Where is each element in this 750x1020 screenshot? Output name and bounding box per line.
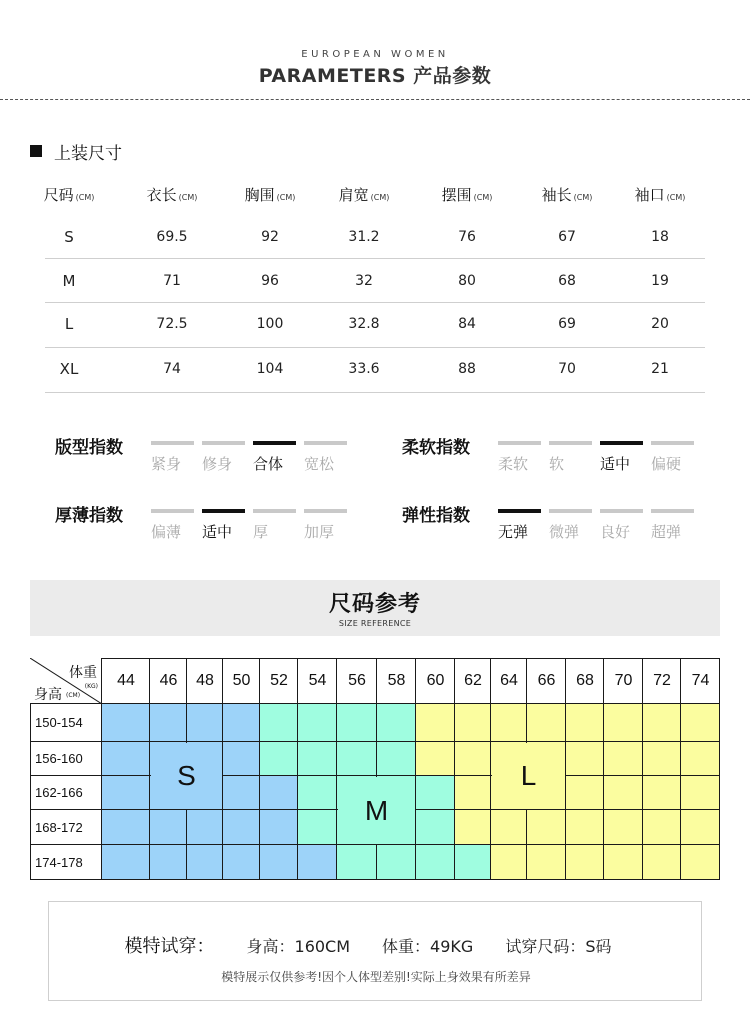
zone-cell-l — [643, 776, 681, 810]
header-subtitle: EUROPEAN WOMEN — [301, 49, 449, 60]
measure-cell: 68 — [558, 273, 576, 289]
index-label: 厚薄指数 — [55, 506, 123, 526]
weight-label: 62 — [464, 672, 482, 689]
zone-cell-l — [455, 704, 491, 742]
column-unit: (CM) — [573, 193, 593, 202]
zone-cell-s — [102, 845, 150, 880]
zone-cell-s — [298, 845, 337, 880]
column-unit: (CM) — [276, 193, 296, 202]
row-divider — [45, 347, 705, 348]
index-option — [651, 441, 695, 474]
zone-cell-s — [260, 845, 298, 880]
index-bar — [651, 509, 694, 513]
model-height: 身高：160CM — [246, 937, 351, 956]
zone-label-s: S — [177, 760, 196, 791]
index-bar — [202, 441, 245, 445]
index-option-label: 良好 — [600, 523, 631, 541]
zone-cell-s — [260, 776, 298, 810]
zone-cell-m — [377, 845, 416, 880]
measure-cell: 70 — [558, 361, 576, 377]
table-row — [20, 302, 720, 346]
zone-cell-m — [455, 845, 491, 880]
index-option-label: 无弹 — [498, 523, 529, 541]
index-bar — [253, 509, 296, 513]
index-option-label: 修身 — [202, 455, 233, 473]
measure-cell: 71 — [163, 273, 181, 289]
column-name: 袖口 — [634, 186, 665, 204]
measure-cell: 100 — [256, 316, 284, 332]
measure-cell: 74 — [163, 361, 181, 377]
zone-cell-l — [681, 704, 720, 742]
zone-cell-l — [491, 704, 527, 742]
measure-cell: 18 — [651, 229, 669, 245]
model-info-line — [49, 932, 703, 958]
measure-cell: 76 — [458, 229, 476, 245]
index-bar — [549, 509, 592, 513]
zone-cell-s — [223, 704, 260, 742]
size-table-header — [20, 184, 720, 208]
column-header — [339, 184, 390, 205]
height-label: 168-172 — [35, 820, 83, 835]
height-label: 150-154 — [35, 715, 83, 730]
column-name: 胸围 — [244, 186, 275, 204]
model-size: 试穿尺码：S码 — [505, 937, 612, 956]
measure-cell: 67 — [558, 229, 576, 245]
weight-label: 44 — [117, 672, 135, 689]
zone-cell-l — [527, 704, 566, 742]
index-option — [202, 441, 246, 474]
zone-cell-l — [566, 845, 604, 880]
row-divider — [45, 258, 705, 259]
zone-cell-s — [150, 845, 187, 880]
zone-cell-m — [298, 742, 337, 776]
measure-cell: 69 — [558, 316, 576, 332]
zone-cell-s — [102, 704, 150, 742]
zone-cell-l — [455, 776, 491, 810]
index-option-label: 偏薄 — [151, 523, 182, 541]
column-name: 衣长 — [146, 186, 177, 204]
table-row — [20, 259, 720, 303]
zone-cell-l — [527, 845, 566, 880]
zone-cell-m — [377, 704, 416, 742]
zone-cell-l — [455, 810, 491, 845]
zone-cell-l — [643, 742, 681, 776]
row-divider — [45, 302, 705, 303]
index-option-label: 适中 — [202, 523, 233, 541]
zone-cell-m — [260, 742, 298, 776]
zone-cell-m — [298, 776, 337, 810]
table-row — [20, 215, 720, 259]
index-option-label: 宽松 — [304, 455, 335, 473]
index-option — [498, 509, 542, 542]
zone-cell-m — [260, 704, 298, 742]
measure-cell: 32.8 — [348, 316, 380, 332]
index-option — [151, 509, 195, 542]
size-reference-banner — [30, 580, 720, 636]
column-header — [542, 184, 593, 205]
measure-cell: 19 — [651, 273, 669, 289]
zone-cell-l — [643, 704, 681, 742]
measure-cell: 31.2 — [348, 229, 380, 245]
zone-cell-l — [681, 776, 720, 810]
measure-cell: 84 — [458, 316, 476, 332]
column-unit: (CM) — [370, 193, 390, 202]
zone-cell-l — [643, 845, 681, 880]
zone-cell-s — [102, 742, 150, 776]
column-unit: (CM) — [473, 193, 493, 202]
index-label: 弹性指数 — [402, 506, 470, 526]
index-option — [151, 441, 195, 474]
weight-label: 68 — [576, 672, 594, 689]
zone-cell-l — [455, 742, 491, 776]
weight-label: 66 — [537, 672, 556, 689]
index-bar — [304, 509, 347, 513]
zone-cell-l — [566, 776, 604, 810]
zone-cell-l — [643, 810, 681, 845]
chart-corner-header — [30, 658, 102, 704]
zone-cell-l — [491, 810, 527, 845]
index-bar — [549, 441, 592, 445]
weight-label: 58 — [387, 672, 406, 689]
index-bar-selected — [202, 509, 245, 513]
zone-cell-l — [416, 742, 455, 776]
table-row — [20, 347, 720, 391]
measure-cell: 88 — [458, 361, 476, 377]
index-option — [253, 441, 297, 474]
index-bar — [498, 441, 541, 445]
size-cell: S — [64, 228, 74, 246]
height-label: 174-178 — [35, 855, 83, 870]
index-bar — [151, 509, 194, 513]
index-option-label: 偏硬 — [651, 455, 682, 473]
row-divider — [45, 392, 705, 393]
index-option-label: 紧身 — [151, 455, 182, 473]
column-unit: (CM) — [178, 193, 198, 202]
index-option-label: 厚 — [253, 523, 269, 541]
corner-weight-label: 体重 — [69, 665, 97, 681]
measure-cell: 33.6 — [348, 361, 380, 377]
model-weight: 体重：49KG — [382, 937, 474, 956]
index-bar-selected — [498, 509, 541, 513]
weight-label: 70 — [614, 672, 633, 689]
column-header — [442, 184, 493, 205]
zone-cell-s — [187, 810, 223, 845]
weight-label: 64 — [500, 672, 518, 689]
weight-label: 54 — [308, 672, 327, 689]
zone-cell-s — [223, 810, 260, 845]
zone-cell-m — [337, 845, 377, 880]
index-bar — [304, 441, 347, 445]
model-fitting-box — [48, 901, 702, 1001]
index-option-label: 加厚 — [304, 523, 335, 541]
corner-height-label: 身高 — [34, 687, 62, 703]
weight-label: 60 — [426, 672, 445, 689]
zone-label-l: L — [520, 760, 537, 791]
zone-cell-s — [223, 742, 260, 776]
zone-cell-s — [102, 810, 150, 845]
zone-cell-m — [416, 776, 455, 810]
column-name: 摆围 — [441, 186, 472, 204]
zone-label-m: M — [364, 794, 389, 826]
zone-cell-l — [491, 845, 527, 880]
index-option-label: 软 — [549, 455, 565, 473]
zone-cell-l — [681, 845, 720, 880]
index-option — [253, 509, 297, 542]
column-header — [44, 184, 95, 205]
zone-cell-l — [566, 810, 604, 845]
index-option — [304, 441, 348, 474]
column-header — [147, 184, 198, 205]
header-divider — [0, 99, 750, 100]
weight-label: 48 — [196, 672, 214, 689]
zone-cell-s — [223, 776, 260, 810]
zone-cell-s — [187, 845, 223, 880]
column-name: 袖长 — [541, 186, 572, 204]
zone-cell-m — [416, 845, 455, 880]
measure-cell: 104 — [256, 361, 284, 377]
measure-cell: 32 — [355, 273, 373, 289]
height-label: 162-166 — [35, 785, 83, 800]
header-title: PARAMETERS 产品参数 — [258, 65, 492, 87]
corner-height-unit: (CM) — [66, 692, 81, 699]
index-bar — [651, 441, 694, 445]
index-option — [600, 441, 644, 474]
size-reference-subtitle: SIZE REFERENCE — [338, 619, 412, 628]
index-bar — [600, 509, 643, 513]
column-name: 尺码 — [43, 186, 74, 204]
zone-cell-l — [416, 704, 455, 742]
model-disclaimer: 模特展示仅供参考!因个人体型差别!实际上身效果有所差异 — [221, 970, 531, 984]
zone-cell-l — [604, 742, 643, 776]
index-label: 柔软指数 — [402, 438, 470, 458]
weight-label: 72 — [653, 672, 671, 689]
size-cell: XL — [59, 360, 79, 378]
zone-cell-l — [604, 845, 643, 880]
index-option — [304, 509, 348, 542]
zone-cell-l — [681, 810, 720, 845]
zone-cell-m — [337, 704, 377, 742]
size-cell: L — [64, 315, 74, 333]
top-size-title: 上装尺寸 — [54, 143, 122, 164]
zone-cell-s — [150, 704, 187, 742]
index-option — [549, 509, 593, 542]
index-option-label: 超弹 — [651, 523, 682, 541]
zone-cell-s — [223, 845, 260, 880]
measure-cell: 72.5 — [156, 316, 188, 332]
size-reference-title: 尺码参考 — [328, 592, 421, 617]
corner-weight-unit: (KG) — [84, 683, 98, 690]
index-option — [498, 441, 542, 474]
index-option — [549, 441, 593, 474]
weight-label: 74 — [691, 672, 710, 689]
zone-cell-l — [604, 704, 643, 742]
zone-cell-m — [337, 742, 377, 776]
size-cell: M — [62, 272, 76, 290]
index-option-label: 柔软 — [498, 455, 529, 473]
weight-label: 52 — [270, 672, 288, 689]
measure-cell: 69.5 — [156, 229, 188, 245]
zone-cell-m — [298, 810, 337, 845]
measure-cell: 96 — [261, 273, 279, 289]
column-unit: (CM) — [666, 193, 686, 202]
index-option — [600, 509, 644, 542]
column-header — [245, 184, 296, 205]
model-lead: 模特试穿： — [124, 936, 215, 957]
zone-cell-s — [187, 704, 223, 742]
zone-cell-m — [298, 704, 337, 742]
size-reference-chart — [30, 658, 720, 880]
index-option-label: 适中 — [600, 455, 631, 473]
index-bar-selected — [253, 441, 296, 445]
index-option — [202, 509, 246, 542]
zone-cell-m — [377, 742, 416, 776]
height-label: 156-160 — [35, 751, 83, 766]
column-name: 肩宽 — [338, 186, 369, 204]
zone-cell-l — [604, 810, 643, 845]
top-size-section-title — [30, 140, 122, 162]
zone-cell-l — [566, 742, 604, 776]
measure-cell: 21 — [651, 361, 669, 377]
column-unit: (CM) — [75, 193, 95, 202]
weight-label: 56 — [348, 672, 366, 689]
column-header — [635, 184, 686, 205]
index-bar — [151, 441, 194, 445]
zone-cell-l — [604, 776, 643, 810]
index-option-label: 微弹 — [549, 523, 580, 541]
weight-label: 46 — [159, 672, 178, 689]
index-bar-selected — [600, 441, 643, 445]
zone-cell-s — [102, 776, 150, 810]
weight-label: 50 — [232, 672, 251, 689]
zone-cell-l — [527, 810, 566, 845]
index-option-label: 合体 — [253, 455, 284, 473]
zone-cell-l — [681, 742, 720, 776]
index-label: 版型指数 — [55, 438, 123, 458]
zone-cell-l — [566, 704, 604, 742]
zone-cell-s — [260, 810, 298, 845]
measure-cell: 80 — [458, 273, 476, 289]
square-bullet-icon — [30, 145, 42, 157]
zone-cell-m — [416, 810, 455, 845]
measure-cell: 20 — [651, 316, 669, 332]
zone-cell-s — [150, 810, 187, 845]
index-option — [651, 509, 695, 542]
measure-cell: 92 — [261, 229, 279, 245]
